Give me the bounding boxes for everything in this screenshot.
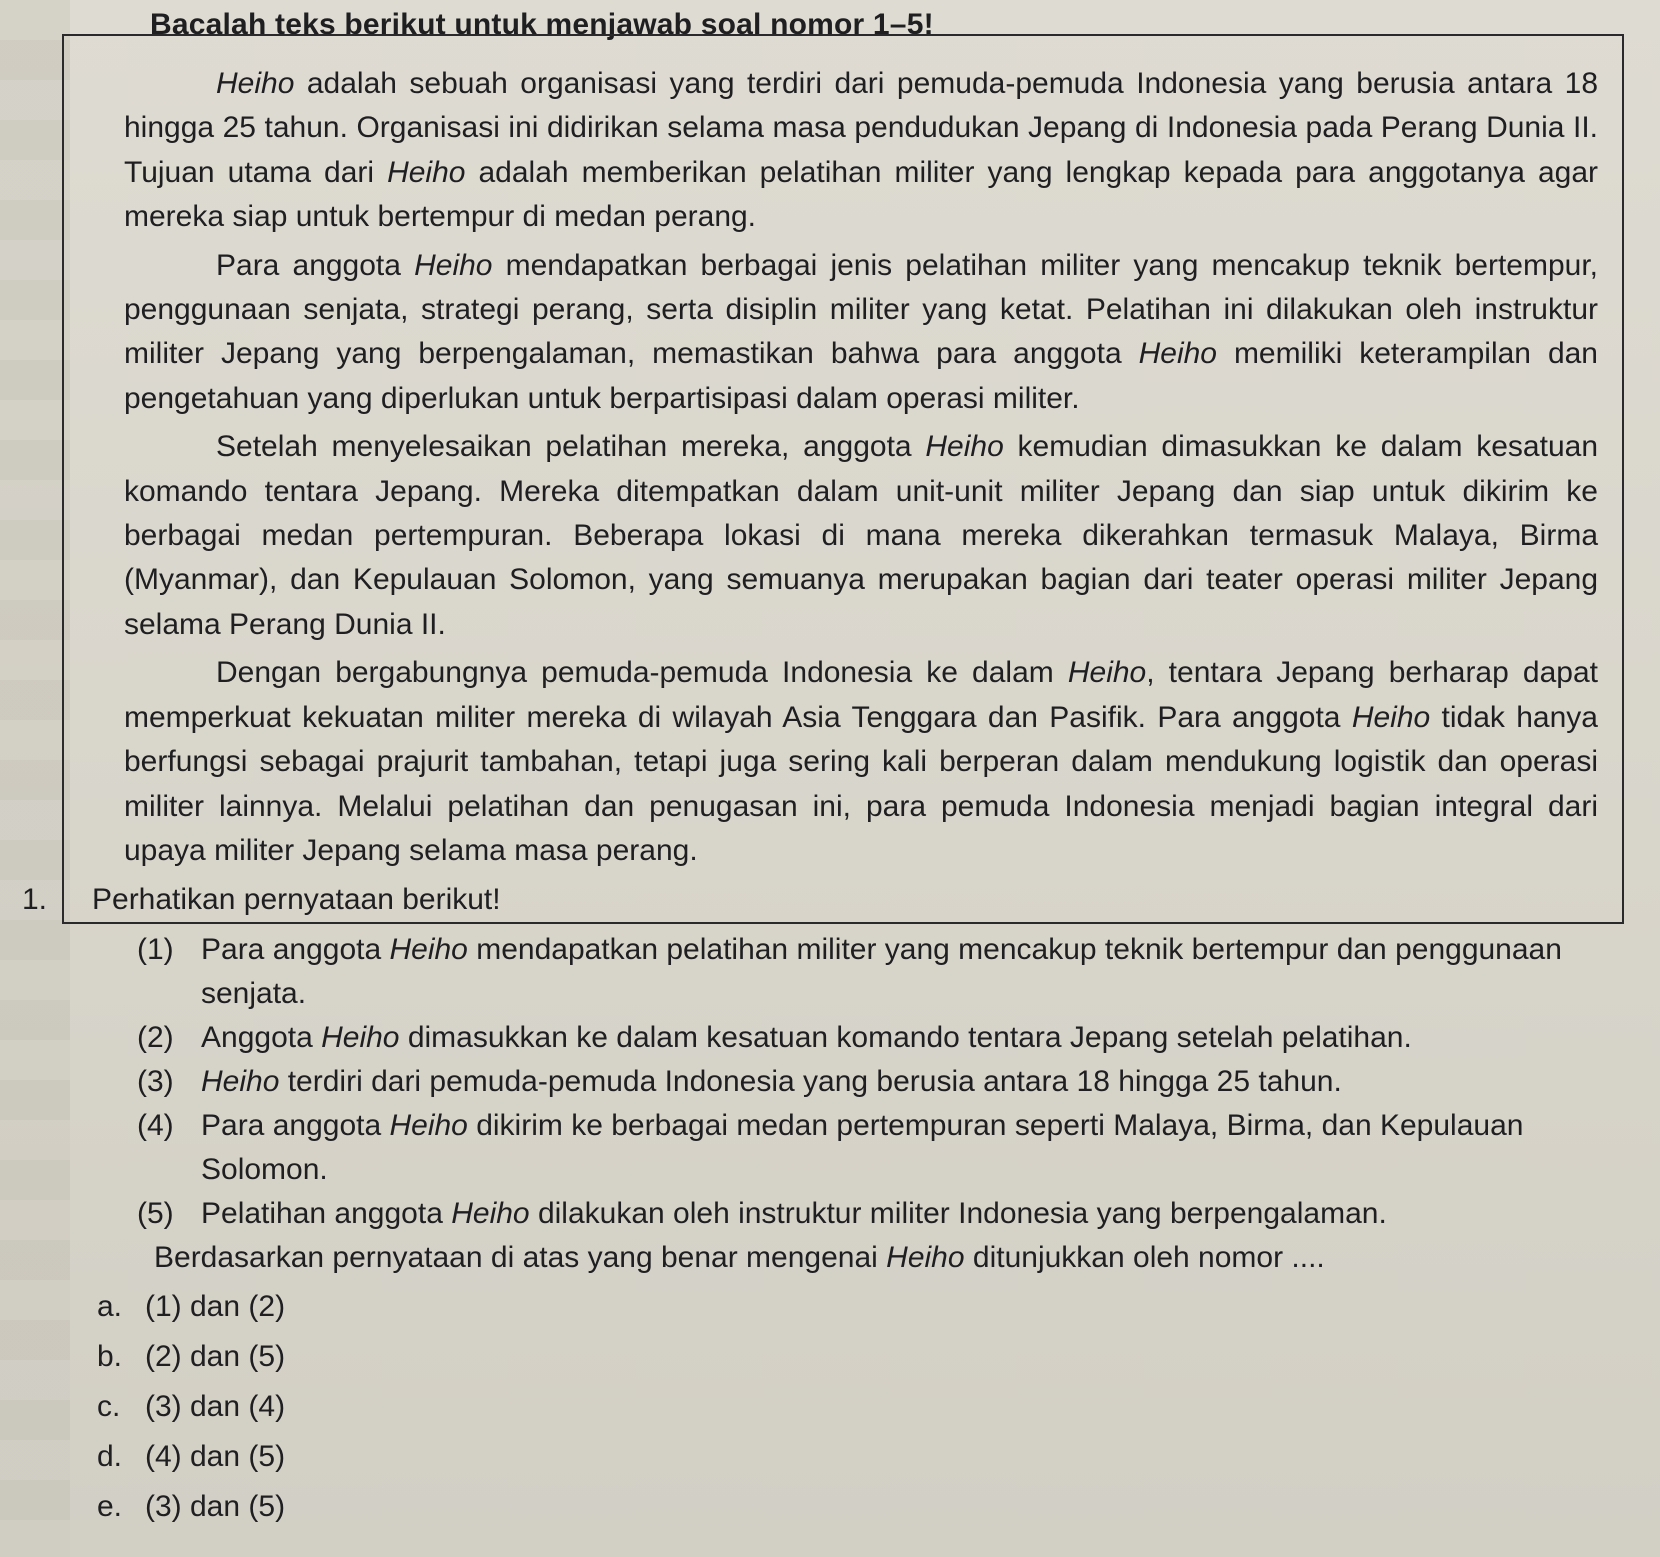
statement-item	[137, 1192, 1642, 1236]
option-text: (4) dan (5)	[145, 1440, 286, 1473]
reading-passage	[62, 34, 1624, 924]
term-heiho: Heiho	[387, 155, 466, 189]
term-heiho: Heiho	[925, 430, 1004, 464]
statement-item	[137, 1016, 1642, 1060]
statement-text: Pelatihan anggota Heiho dilakukan oleh instruktur militer Indonesia yang berpengalaman.	[201, 1197, 1387, 1230]
option-text: (1) dan (2)	[145, 1290, 286, 1323]
question-stem: Perhatikan pernyataan berikut!	[92, 883, 501, 916]
statement-text: Anggota Heiho dimasukkan ke dalam kesatuan komando tentara Jepang setelah pelatihan.	[201, 1021, 1412, 1054]
instruction-heading: Bacalah teks berikut untuk menjawab soal nomor 1–5!	[150, 8, 934, 41]
statement-list	[137, 928, 1642, 1236]
term-heiho: Heiho	[1138, 337, 1217, 371]
term-heiho: Heiho	[1351, 700, 1431, 734]
option-letter: c.	[97, 1390, 121, 1423]
statement-number: (4)	[137, 1109, 174, 1142]
option-letter: a.	[97, 1290, 123, 1323]
option-letter: e.	[97, 1490, 123, 1523]
question-prompt: Berdasarkan pernyataan di atas yang benar mengenai Heiho ditunjukkan oleh nomor ....	[154, 1241, 1325, 1274]
term-heiho: Heiho	[216, 67, 295, 100]
statement-number: (3)	[137, 1065, 174, 1098]
answer-option-c[interactable]	[97, 1382, 1642, 1432]
term-heiho: Heiho	[451, 1197, 530, 1230]
statement-text: Para anggota Heiho dikirim ke berbagai medan pertempuran seperti Malaya, Birma, dan Kepulauan Solomon.	[201, 1109, 1524, 1186]
term-heiho: Heiho	[414, 248, 493, 282]
statement-item	[137, 1104, 1642, 1192]
question-1	[22, 878, 1642, 1532]
statement-text: Para anggota Heiho mendapatkan pelatihan militer yang mencakup teknik bertempur dan penggunaan senjata.	[201, 933, 1562, 1010]
answer-option-b[interactable]	[97, 1332, 1642, 1382]
answer-options	[97, 1282, 1642, 1532]
passage-paragraph: Setelah menyelesaikan pelatihan mereka, anggota Heiho kemudian dimasukkan ke dalam kesatuan komando tentara Jepang. Mereka ditempatkan dalam unit-unit militer Jepang dan siap untuk dikirim ke berbagai medan pertempuran. Beberapa lokasi di mana mereka dikerahkan termasuk Malaya, Birma (Myanmar), dan Kepulauan Solomon, yang semuanya merupakan bagian dari teater operasi militer Jepang selama Perang Dunia II.	[124, 430, 1598, 641]
question-number: 1.	[22, 883, 48, 916]
passage-paragraph: Dengan bergabungnya pemuda-pemuda Indonesia ke dalam Heiho, tentara Jepang berharap dapat memperkuat kekuatan militer mereka di wilayah Asia Tenggara dan Pasifik. Para anggota Heiho tidak hanya berfungsi sebagai prajurit tambahan, tetapi juga sering kali berperan dalam mendukung logistik dan operasi militer lainnya. Melalui pelatihan dan penugasan ini, para pemuda Indonesia menjadi bagian integral dari upaya militer Jepang selama masa perang.	[124, 656, 1598, 867]
option-text: (3) dan (4)	[145, 1390, 286, 1423]
option-letter: d.	[97, 1440, 123, 1473]
term-heiho: Heiho	[389, 1109, 468, 1142]
option-text: (3) dan (5)	[145, 1490, 286, 1523]
statement-item	[137, 1060, 1642, 1104]
term-heiho: Heiho	[1067, 656, 1147, 690]
term-heiho: Heiho	[321, 1021, 400, 1054]
answer-option-d[interactable]	[97, 1432, 1642, 1482]
passage-paragraph: Heiho adalah sebuah organisasi yang terdiri dari pemuda-pemuda Indonesia yang berusia antara 18 hingga 25 tahun. Organisasi ini didirikan selama masa pendudukan Jepang di Indonesia pada Perang Dunia II. Tujuan utama dari Heiho adalah memberikan pelatihan militer yang lengkap kepada para anggotanya agar mereka siap untuk bertempur di medan perang.	[124, 67, 1598, 234]
term-heiho: Heiho	[389, 933, 468, 966]
statement-number: (1)	[137, 933, 174, 966]
option-letter: b.	[97, 1340, 123, 1373]
passage-paragraph: Para anggota Heiho mendapatkan berbagai jenis pelatihan militer yang mencakup teknik bertempur, penggunaan senjata, strategi perang, serta disiplin militer yang ketat. Pelatihan ini dilakukan oleh instruktur militer Jepang yang berpengalaman, memastikan bahwa para anggota Heiho memiliki keterampilan dan pengetahuan yang diperlukan untuk berpartisipasi dalam operasi militer.	[124, 248, 1598, 415]
term-heiho: Heiho	[201, 1065, 280, 1098]
term-heiho: Heiho	[886, 1241, 965, 1274]
statement-number: (2)	[137, 1021, 174, 1054]
option-text: (2) dan (5)	[145, 1340, 286, 1373]
statement-item	[137, 928, 1642, 1016]
statement-text: Heiho terdiri dari pemuda-pemuda Indonesia yang berusia antara 18 hingga 25 tahun.	[201, 1065, 1342, 1098]
statement-number: (5)	[137, 1197, 174, 1230]
answer-option-e[interactable]	[97, 1482, 1642, 1532]
answer-option-a[interactable]	[97, 1282, 1642, 1332]
question-header	[22, 878, 1642, 922]
